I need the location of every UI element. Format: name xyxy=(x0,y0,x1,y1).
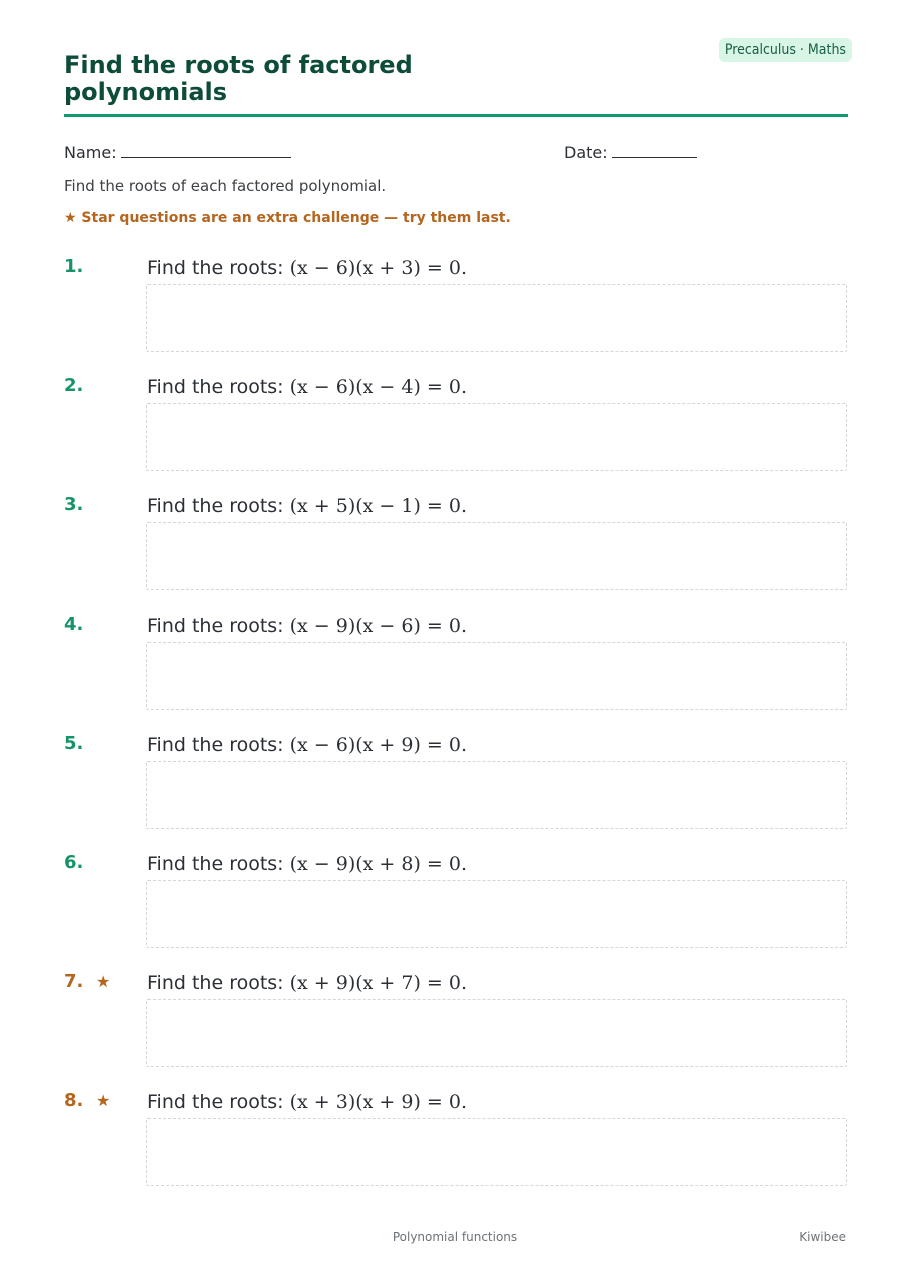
worksheet-page xyxy=(64,0,846,1285)
question-prompt: Find the roots: xyxy=(147,972,290,994)
question-item xyxy=(64,971,848,1083)
question-text xyxy=(147,1091,467,1113)
question-expression: (x − 6)(x − 4) = 0. xyxy=(289,376,468,398)
question-number: 5. xyxy=(64,733,84,754)
question-item xyxy=(64,494,848,606)
question-number: 7. xyxy=(64,971,84,992)
question-item xyxy=(64,375,848,487)
question-item xyxy=(64,733,848,845)
question-text xyxy=(147,376,467,398)
question-number: 4. xyxy=(64,614,84,635)
answer-box[interactable] xyxy=(146,284,847,352)
question-expression: (x − 9)(x + 8) = 0. xyxy=(289,853,468,875)
subject-badge: Precalculus · Maths xyxy=(719,38,852,62)
question-expression: (x + 9)(x + 7) = 0. xyxy=(289,972,468,994)
question-number: 8. xyxy=(64,1090,84,1111)
question-prompt: Find the roots: xyxy=(147,376,290,398)
footer-topic: Polynomial functions xyxy=(392,1230,518,1244)
date-blank-line[interactable] xyxy=(612,141,697,158)
star-icon: ★ xyxy=(96,972,111,991)
name-field[interactable] xyxy=(64,141,291,162)
question-prompt: Find the roots: xyxy=(147,615,290,637)
question-text xyxy=(147,734,467,756)
question-prompt: Find the roots: xyxy=(147,495,290,517)
question-text xyxy=(147,495,467,517)
star-challenge-note: ★ Star questions are an extra challenge — try them last. xyxy=(64,210,511,226)
page-title: Find the roots of factored polynomials xyxy=(64,51,413,106)
answer-box[interactable] xyxy=(146,522,847,590)
question-prompt: Find the roots: xyxy=(147,257,290,279)
question-text xyxy=(147,257,467,279)
answer-box[interactable] xyxy=(146,642,847,710)
question-text xyxy=(147,615,467,637)
question-text xyxy=(147,972,467,994)
date-label: Date: xyxy=(564,143,608,162)
question-prompt: Find the roots: xyxy=(147,853,290,875)
question-number: 1. xyxy=(64,256,84,277)
answer-box[interactable] xyxy=(146,999,847,1067)
question-text xyxy=(147,853,467,875)
question-expression: (x − 6)(x + 3) = 0. xyxy=(289,257,468,279)
star-icon: ★ xyxy=(96,1091,111,1110)
name-label: Name: xyxy=(64,143,117,162)
answer-box[interactable] xyxy=(146,761,847,829)
question-expression: (x + 3)(x + 9) = 0. xyxy=(289,1091,468,1113)
instructions-text: Find the roots of each factored polynomial. xyxy=(64,177,387,195)
question-number: 3. xyxy=(64,494,84,515)
question-item xyxy=(64,852,848,964)
title-divider xyxy=(64,114,848,117)
name-blank-line[interactable] xyxy=(121,141,291,158)
question-expression: (x − 6)(x + 9) = 0. xyxy=(289,734,468,756)
question-prompt: Find the roots: xyxy=(147,734,290,756)
question-item xyxy=(64,256,848,368)
question-prompt: Find the roots: xyxy=(147,1091,290,1113)
question-item xyxy=(64,614,848,726)
answer-box[interactable] xyxy=(146,403,847,471)
question-item xyxy=(64,1090,848,1202)
question-number: 6. xyxy=(64,852,84,873)
date-field[interactable] xyxy=(564,141,697,162)
question-expression: (x + 5)(x − 1) = 0. xyxy=(289,495,468,517)
answer-box[interactable] xyxy=(146,880,847,948)
answer-box[interactable] xyxy=(146,1118,847,1186)
question-number: 2. xyxy=(64,375,84,396)
footer-brand: Kiwibee xyxy=(799,1230,846,1244)
question-expression: (x − 9)(x − 6) = 0. xyxy=(289,615,468,637)
